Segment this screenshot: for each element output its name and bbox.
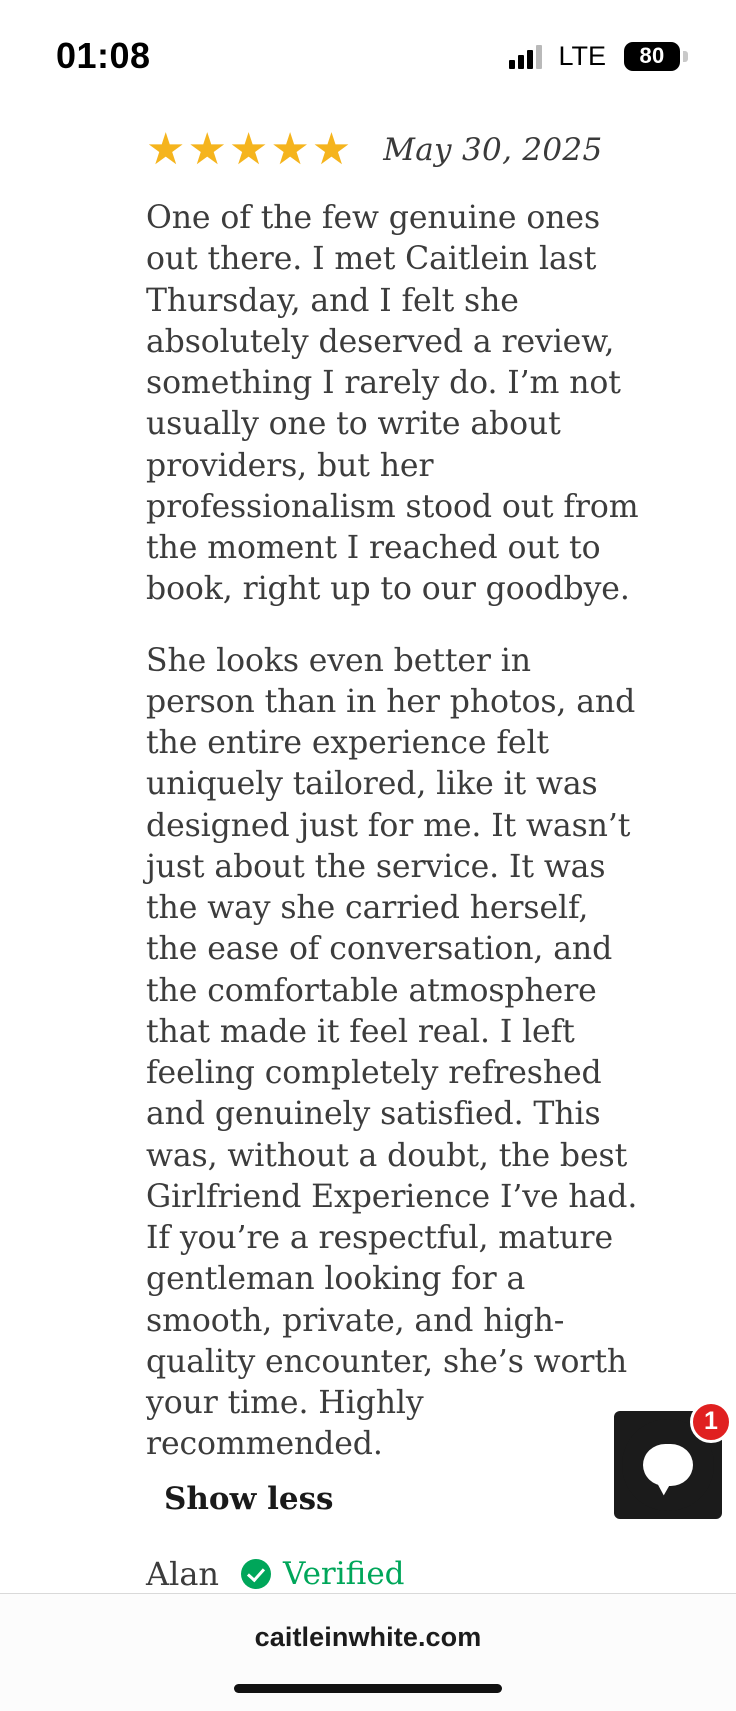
home-indicator[interactable] xyxy=(234,1684,502,1693)
status-time: 01:08 xyxy=(56,35,151,76)
review-date: May 30, 2025 xyxy=(383,132,603,168)
rating-stars: ★★★★★ xyxy=(146,125,354,174)
site-url-label[interactable]: caitleinwhite.com xyxy=(254,1621,482,1652)
chat-unread-badge: 1 xyxy=(690,1401,732,1443)
verified-check-icon xyxy=(241,1559,271,1589)
cellular-bars-icon xyxy=(509,43,542,69)
reviewer-row xyxy=(40,1517,696,1593)
chat-widget-button[interactable] xyxy=(614,1407,722,1519)
battery-level-label: 80 xyxy=(639,43,665,68)
review-content xyxy=(0,112,736,1593)
chat-bubble-icon xyxy=(643,1444,693,1486)
battery-icon xyxy=(624,42,680,71)
review-text xyxy=(40,182,640,1517)
network-type-label: LTE xyxy=(558,40,606,71)
status-badge xyxy=(241,1556,405,1592)
review-paragraph: One of the few genuine ones out there. I met Caitlein last Thursday, and I felt she absolutely deserved a review, something I rarely do. I’m not usually one to write about providers, but her professionalism stood out from the moment I reached out to book, right up to our goodbye. xyxy=(146,200,639,608)
review-header xyxy=(40,112,696,182)
verified-label: Verified xyxy=(283,1555,405,1592)
status-indicators xyxy=(509,41,680,72)
browser-bottom-bar xyxy=(0,1593,736,1711)
reviewer-name: Alan xyxy=(146,1554,220,1593)
status-bar xyxy=(0,0,736,112)
show-less-toggle[interactable]: Show less xyxy=(164,1480,334,1517)
review-paragraph: She looks even better in person than in her photos, and the entire experience felt uniquely tailored, like it was designed just for me. It wasn’t just about the service. It was the way she carried herself, the ease of conversation, and the comfortable atmosphere that made it feel real. I left feeling completely refreshed and genuinely satisfied. This was, without a doubt, the best Girlfriend Experience I’ve had. If you’re a respectful, mature gentleman looking for a smooth, private, and high-quality encounter, she’s worth your time. Highly recommended. xyxy=(146,642,638,1463)
